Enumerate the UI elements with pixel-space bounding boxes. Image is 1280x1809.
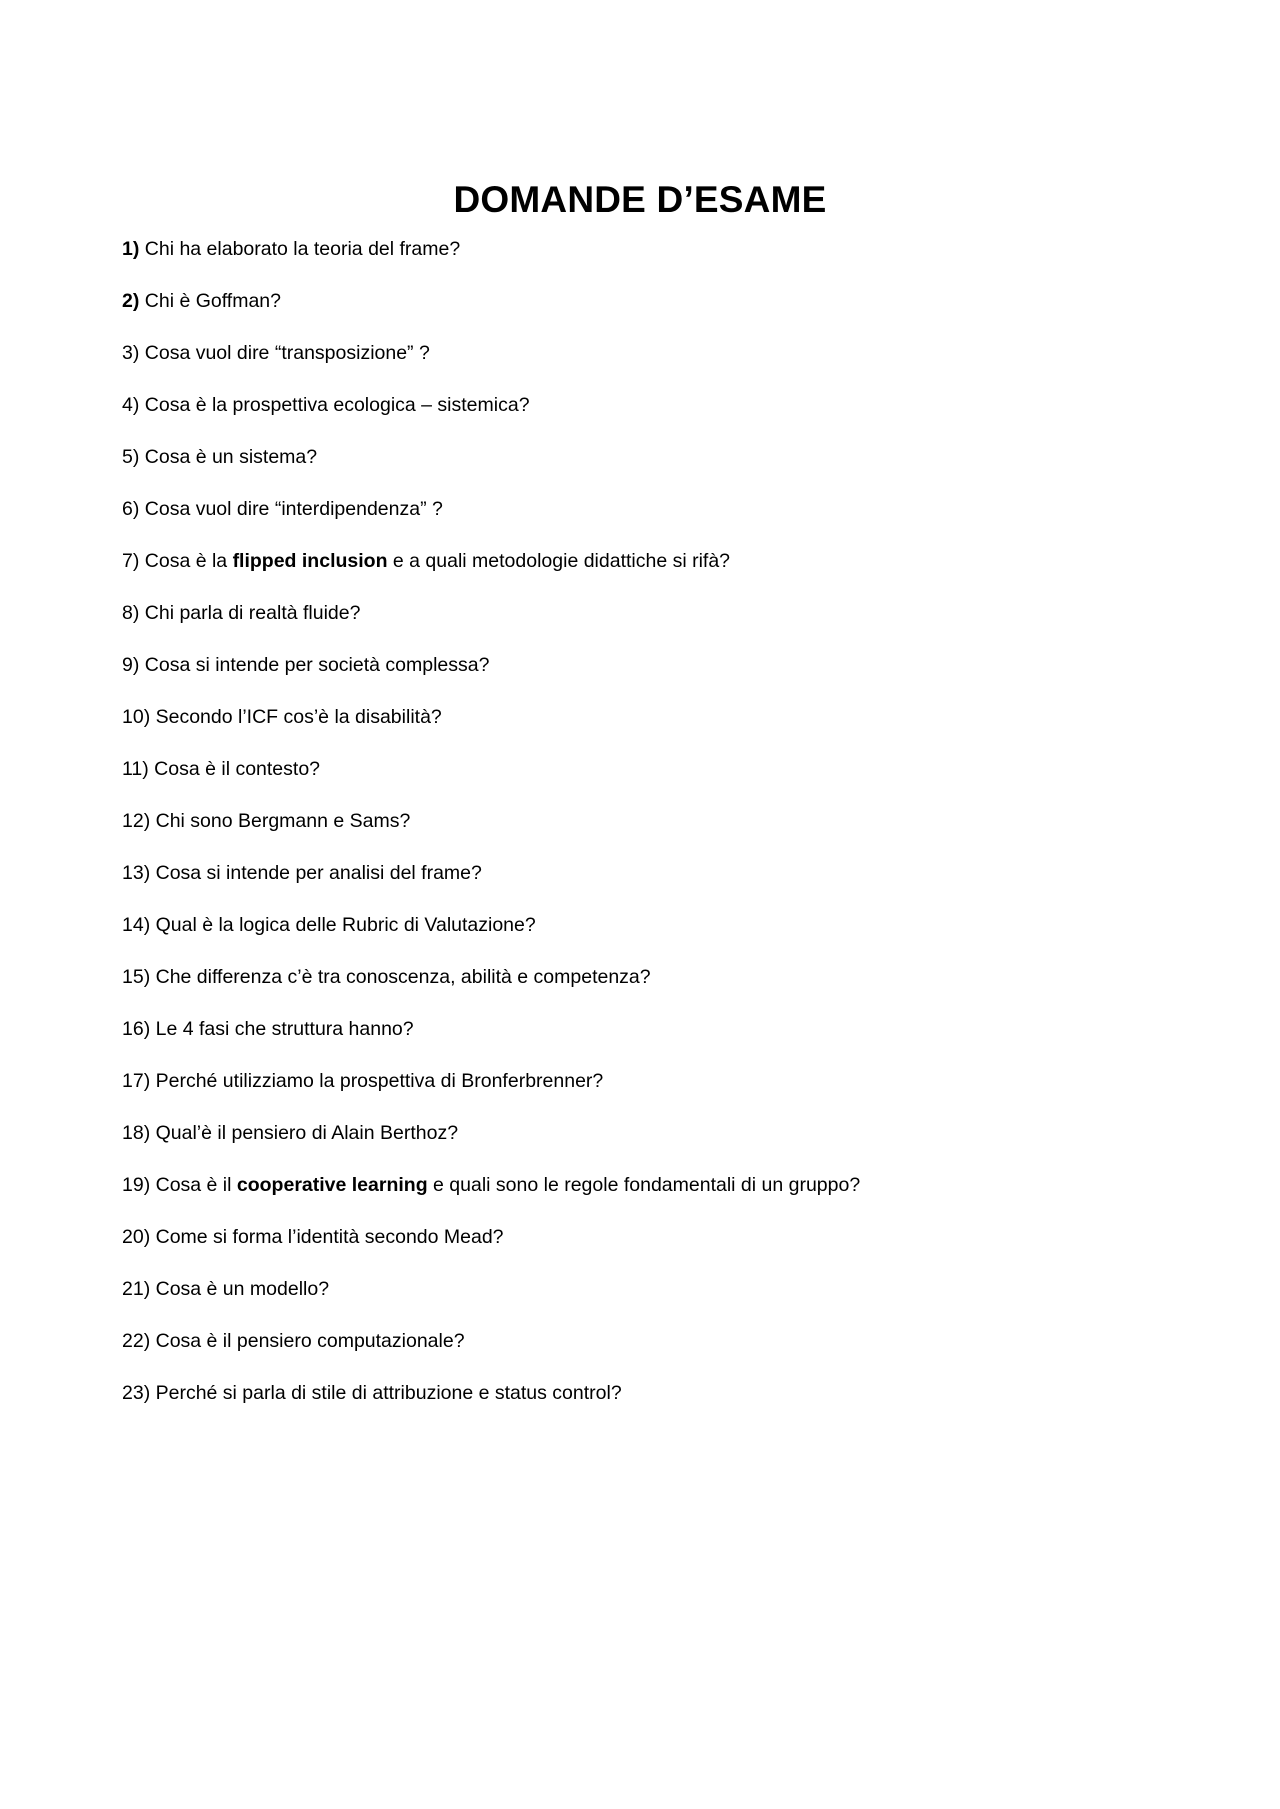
question-item xyxy=(122,545,1182,597)
question-item xyxy=(122,909,1182,961)
question-text: Perché si parla di stile di attribuzione e status control? xyxy=(150,1382,622,1404)
question-text: Qual’è il pensiero di Alain Berthoz? xyxy=(150,1122,459,1144)
question-text: Cosa vuol dire “transposizione” ? xyxy=(139,342,430,364)
question-emphasis: flipped inclusion xyxy=(232,550,388,572)
question-text: Le 4 fasi che struttura hanno? xyxy=(150,1018,414,1040)
question-text: Chi sono Bergmann e Sams? xyxy=(150,810,411,832)
question-item xyxy=(122,597,1182,649)
question-item xyxy=(122,961,1182,1013)
question-item xyxy=(122,1117,1182,1169)
question-text: Cosa è la xyxy=(139,550,233,572)
question-number: 16) xyxy=(122,1018,151,1040)
question-text: Come si forma l’identità secondo Mead? xyxy=(150,1226,504,1248)
question-number: 17) xyxy=(122,1070,151,1092)
question-number: 15) xyxy=(122,966,151,988)
question-item xyxy=(122,1065,1182,1117)
question-text: Chi ha elaborato la teoria del frame? xyxy=(139,238,461,260)
question-item xyxy=(122,1325,1182,1377)
question-text: Cosa è un sistema? xyxy=(139,446,318,468)
question-number: 8) xyxy=(122,602,140,624)
question-item xyxy=(122,857,1182,909)
question-item xyxy=(122,493,1182,545)
question-item xyxy=(122,701,1182,753)
question-text: Cosa è il xyxy=(150,1174,237,1196)
page-title: DOMANDE D’ESAME xyxy=(453,178,827,220)
question-number: 13) xyxy=(122,862,151,884)
question-text: Che differenza c’è tra conoscenza, abilità e competenza? xyxy=(150,966,651,988)
question-text: Qual è la logica delle Rubric di Valutazione? xyxy=(150,914,536,936)
question-number: 5) xyxy=(122,446,140,468)
question-text: Cosa è un modello? xyxy=(150,1278,330,1300)
question-item xyxy=(122,1169,1182,1221)
question-text: Cosa è il contesto? xyxy=(148,758,321,780)
question-number: 11) xyxy=(122,758,149,780)
question-item xyxy=(122,1273,1182,1325)
question-text: Cosa vuol dire “interdipendenza” ? xyxy=(139,498,443,520)
question-number: 14) xyxy=(122,914,151,936)
question-number: 12) xyxy=(122,810,151,832)
question-number: 4) xyxy=(122,394,140,416)
question-text: Cosa è la prospettiva ecologica – sistemica? xyxy=(139,394,530,416)
question-number: 23) xyxy=(122,1382,151,1404)
question-item xyxy=(122,285,1182,337)
question-text: Perché utilizziamo la prospettiva di Bronferbrenner? xyxy=(150,1070,604,1092)
question-number: 2) xyxy=(122,290,140,312)
question-text: e a quali metodologie didattiche si rifà? xyxy=(387,550,731,572)
question-emphasis: cooperative learning xyxy=(236,1174,428,1196)
question-number: 19) xyxy=(122,1174,151,1196)
question-number: 7) xyxy=(122,550,140,572)
question-item xyxy=(122,1377,1182,1429)
question-text: Cosa è il pensiero computazionale? xyxy=(150,1330,465,1352)
question-number: 3) xyxy=(122,342,140,364)
question-number: 10) xyxy=(122,706,151,728)
question-text: Chi è Goffman? xyxy=(139,290,281,312)
question-number: 6) xyxy=(122,498,140,520)
question-number: 18) xyxy=(122,1122,151,1144)
question-list xyxy=(122,233,1182,1429)
question-number: 20) xyxy=(122,1226,151,1248)
question-item xyxy=(122,753,1182,805)
question-item xyxy=(122,441,1182,493)
question-item xyxy=(122,1221,1182,1273)
question-text: Cosa si intende per società complessa? xyxy=(139,654,490,676)
question-number: 21) xyxy=(122,1278,151,1300)
question-number: 1) xyxy=(122,238,140,260)
question-item xyxy=(122,1013,1182,1065)
question-number: 22) xyxy=(122,1330,151,1352)
question-item xyxy=(122,805,1182,857)
question-item xyxy=(122,337,1182,389)
question-text: Chi parla di realtà fluide? xyxy=(139,602,361,624)
question-item xyxy=(122,389,1182,441)
question-text: e quali sono le regole fondamentali di un gruppo? xyxy=(427,1174,861,1196)
question-text: Secondo l’ICF cos’è la disabilità? xyxy=(150,706,442,728)
question-number: 9) xyxy=(122,654,140,676)
question-text: Cosa si intende per analisi del frame? xyxy=(150,862,482,884)
question-item xyxy=(122,233,1182,285)
question-item xyxy=(122,649,1182,701)
